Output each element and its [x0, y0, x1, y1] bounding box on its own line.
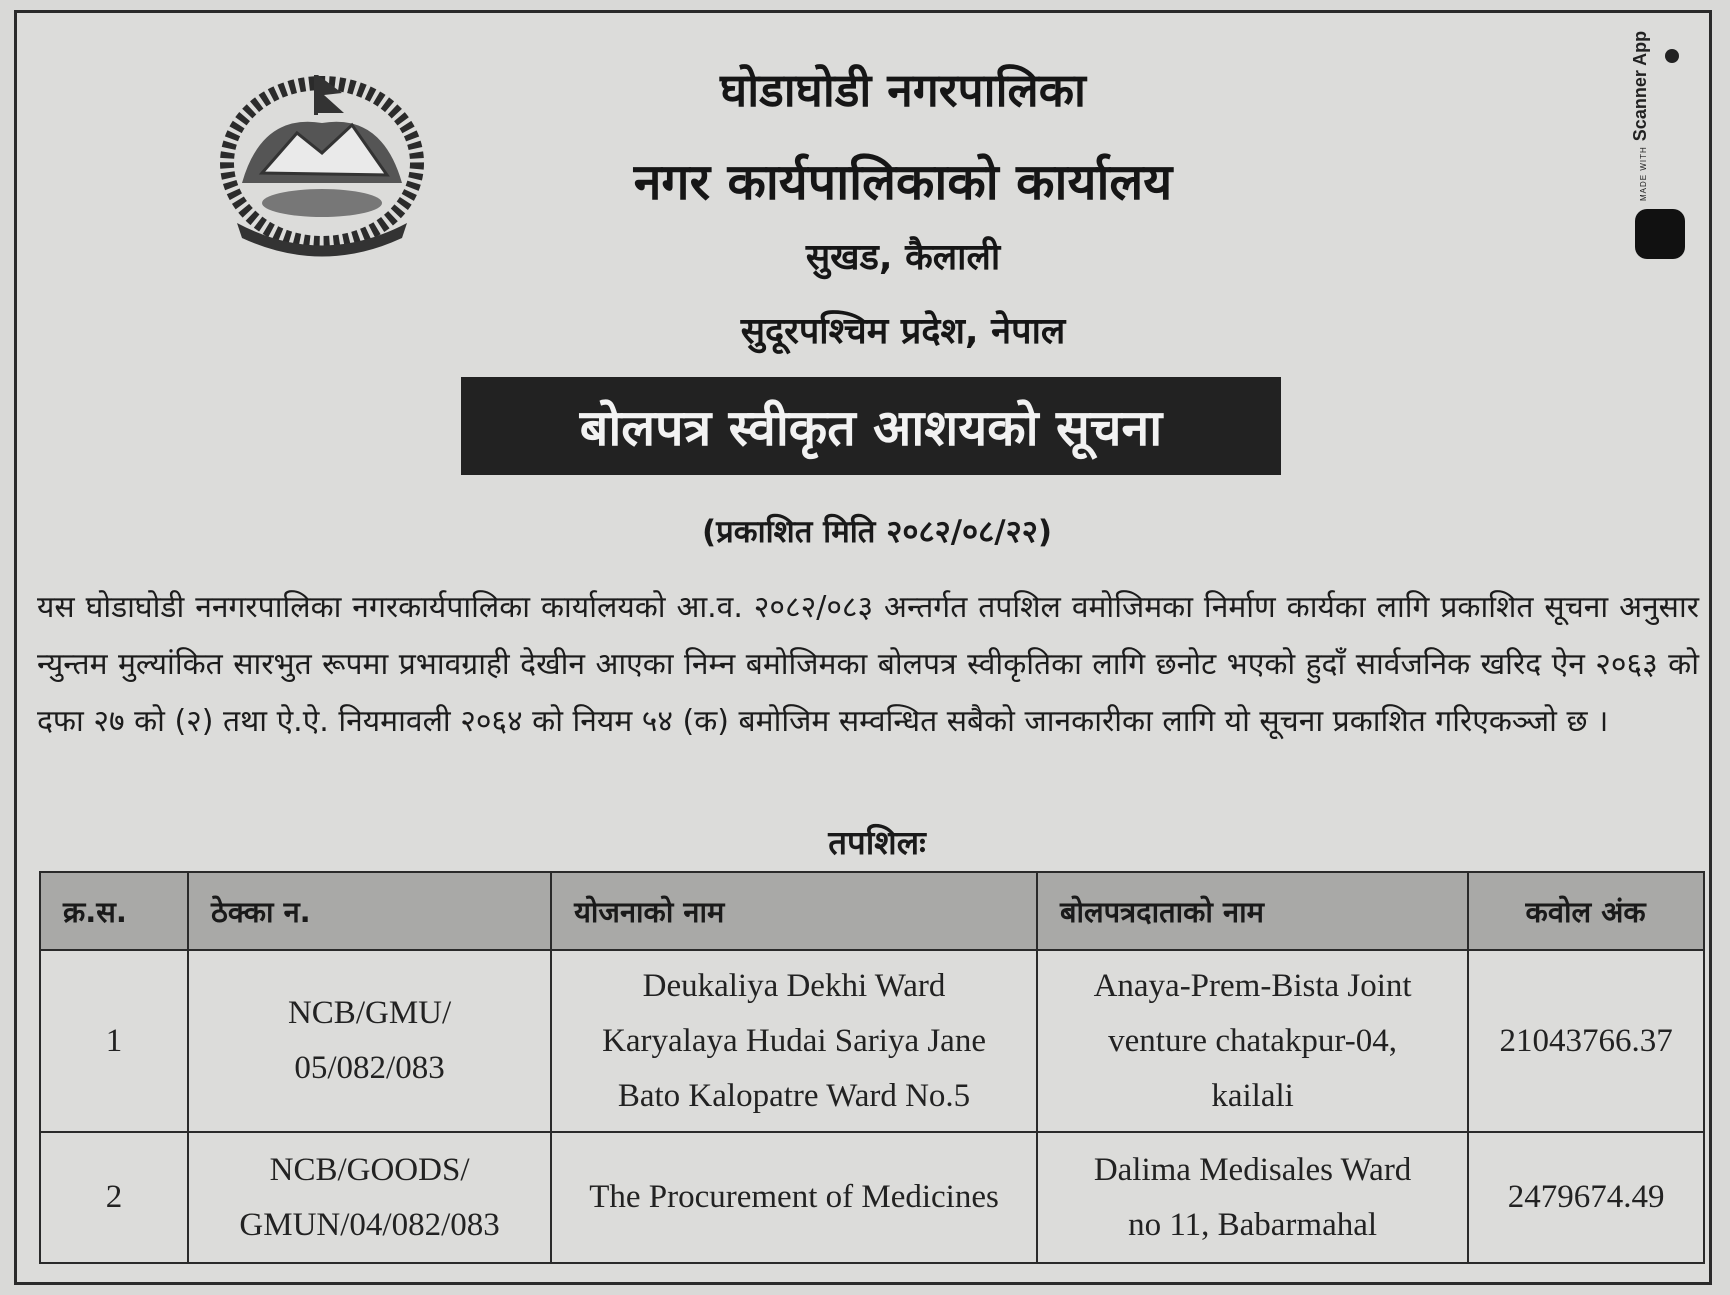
- bidder-line: Anaya-Prem-Bista Joint: [1093, 967, 1412, 1004]
- scanner-app-label: MADE WITH Scanner App: [1630, 30, 1650, 201]
- bidder-line: Dalima Medisales Ward: [1093, 1151, 1412, 1188]
- province-country: सुदूरपश्चिम प्रदेश, नेपाल: [740, 311, 1066, 352]
- cell-bidder-name: [1037, 950, 1468, 1132]
- project-line: Bato Kalopatre Ward No.5: [617, 1077, 971, 1114]
- office-name: नगर कार्यपालिकाको कार्यालय: [633, 153, 1173, 211]
- newspaper-notice: [14, 10, 1712, 1285]
- cell-bid-amount: 2479674.49: [1468, 1132, 1704, 1263]
- contract-no-line: NCB/GMU/: [287, 995, 452, 1031]
- cell-contract-no: [188, 950, 551, 1132]
- cell-project-name: [551, 950, 1037, 1132]
- table-row: [40, 950, 1704, 1132]
- contract-no-line: 05/082/083: [294, 1050, 445, 1086]
- schedule-label: तपशिलः: [828, 823, 926, 862]
- municipality-name: घोडाघोडी नगरपालिका: [720, 63, 1086, 117]
- cell-project-name: [551, 1132, 1037, 1263]
- bidder-line: no 11, Babarmahal: [1128, 1206, 1378, 1243]
- cell-bidder-name: [1037, 1132, 1468, 1263]
- bid-table: [39, 871, 1705, 1264]
- project-line: Deukaliya Dekhi Ward: [642, 967, 946, 1004]
- notice-body: यस घोडाघोडी ननगरपालिका नगरकार्यपालिका कार्यालयको आ.व. २०८२/०८३ अन्तर्गत तपशिल वमोजिमका निर्माण कार्यका लागि प्रकाशित सूचना अनुसार न्युन्तम मुल्यांकित सारभुत रूपमा प्रभावग्राही देखीन आएका निम्न बमोजिमका बोलपत्र स्वीकृतिका लागि छनोट भएको हुदाँ सार्वजनिक खरिद ऐन २०६३ को दफा २७ को (२) तथा ऐ.ऐ. नियमावली २०६४ को नियम ५४ (क) बमोजिम सम्वन्धित सबैको जानकारीका लागि यो सूचना प्रकाशित गरिएकञ्जो छ ।: [37, 590, 1699, 739]
- header-sn: क्र.स.: [40, 872, 188, 950]
- bidder-line: kailali: [1211, 1077, 1294, 1114]
- cell-bid-amount: 21043766.37: [1468, 950, 1704, 1132]
- table-header-row: [40, 872, 1704, 950]
- cell-sn: 1: [40, 950, 188, 1132]
- header-bid-amount: कवोल अंक: [1468, 872, 1704, 950]
- header-contract-no: ठेक्का न.: [188, 872, 551, 950]
- contract-no-line: GMUN/04/082/083: [239, 1206, 500, 1243]
- cell-sn: 2: [40, 1132, 188, 1263]
- project-line: Karyalaya Hudai Sariya Jane: [602, 1022, 986, 1059]
- office-location: सुखड, कैलाली: [805, 237, 1001, 278]
- header-bidder-name: बोलपत्रदाताको नाम: [1037, 872, 1468, 950]
- project-line: The Procurement of Medicines: [589, 1179, 999, 1215]
- cell-contract-no: [188, 1132, 551, 1263]
- notice-title: बोलपत्र स्वीकृत आशयको सूचना: [461, 377, 1281, 475]
- contract-no-line: NCB/GOODS/: [269, 1151, 470, 1188]
- published-date: (प्रकाशित मिति २०८२/०८/२२): [701, 514, 1053, 550]
- header-project-name: योजनाको नाम: [551, 872, 1037, 950]
- table-row: [40, 1132, 1704, 1263]
- bidder-line: venture chatakpur-04,: [1108, 1022, 1398, 1059]
